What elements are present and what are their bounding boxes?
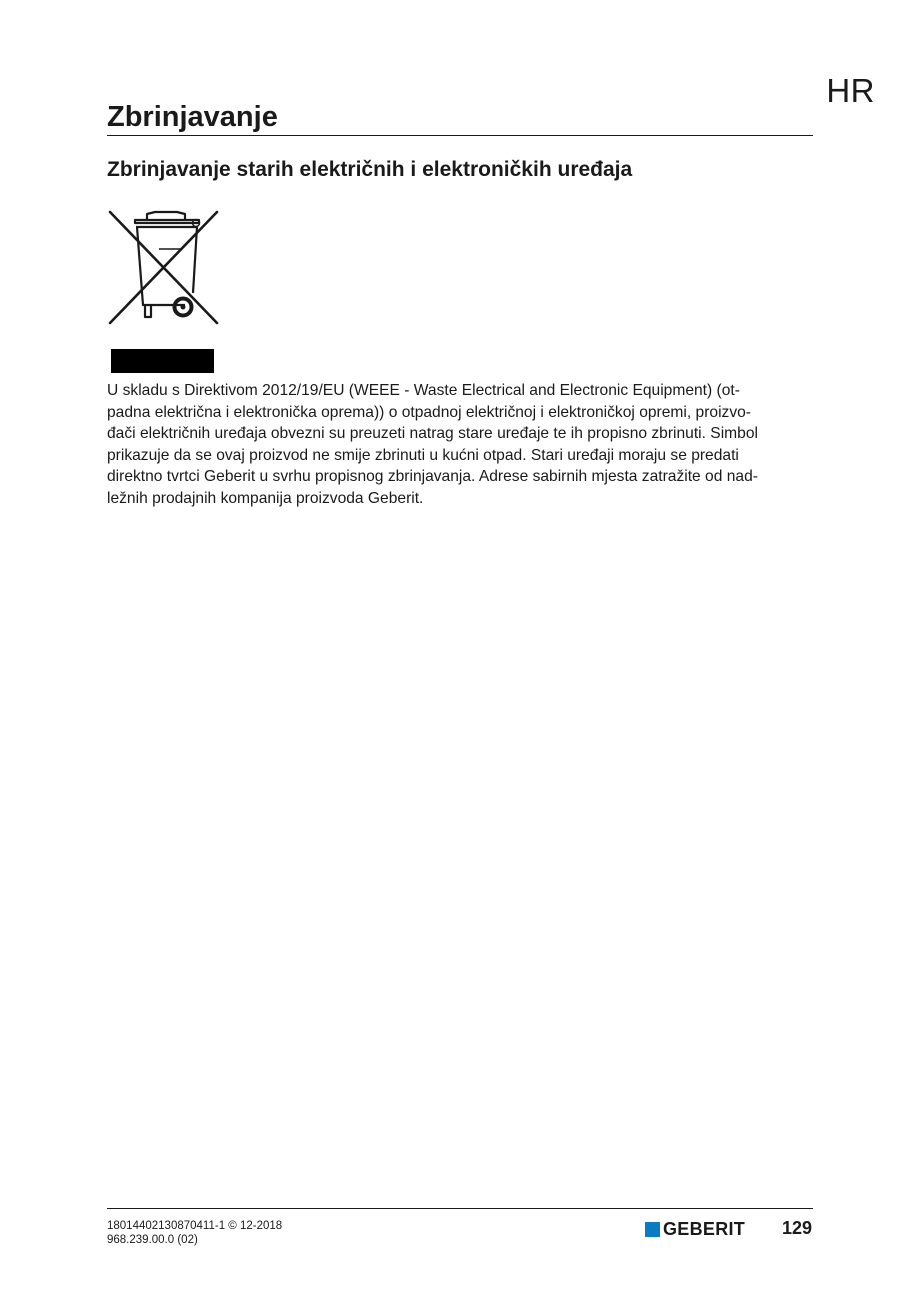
section-heading: Zbrinjavanje starih električnih i elektroničkih uređaja (107, 158, 633, 181)
body-line: direktno tvrtci Geberit u svrhu propisnog zbrinjavanja. Adrese sabirnih mjesta zatražite od nad- (107, 468, 758, 485)
language-code: HR (826, 72, 875, 109)
brand-name: GEBERIT (663, 1218, 746, 1239)
body-line: đači električnih uređaja obvezni su preuzeti natrag stare uređaje te ih propisno zbrinuti. Simbol (107, 425, 758, 442)
crossed-out-wheelie-bin-icon (107, 209, 219, 327)
footer-document-info (107, 1219, 282, 1247)
page-number: 129 (782, 1218, 813, 1238)
separate-collection-bar (111, 349, 214, 373)
body-paragraph (107, 380, 815, 509)
geberit-logo (645, 1218, 745, 1240)
doc-number: 968.239.00.0 (02) (107, 1234, 198, 1246)
doc-id: 18014402130870411-1 © 12-2018 (107, 1220, 283, 1232)
title-divider (107, 135, 813, 136)
body-line: ležnih prodajnih kompanija proizvoda Geberit. (107, 489, 424, 507)
body-line: padna električna i elektronička oprema)) o otpadnoj električnoj i elektroničkoj opremi, proizvo- (107, 403, 751, 421)
page-title: Zbrinjavanje (107, 101, 278, 133)
body-line: prikazuje da se ovaj proizvod ne smije zbrinuti u kućni otpad. Stari uređaji moraju se predati (107, 446, 739, 464)
logo-square-icon (645, 1222, 660, 1237)
footer-divider (107, 1208, 813, 1209)
body-line: U skladu s Direktivom 2012/19/EU (WEEE - Waste Electrical and Electronic Equipment) (ot- (107, 382, 740, 399)
